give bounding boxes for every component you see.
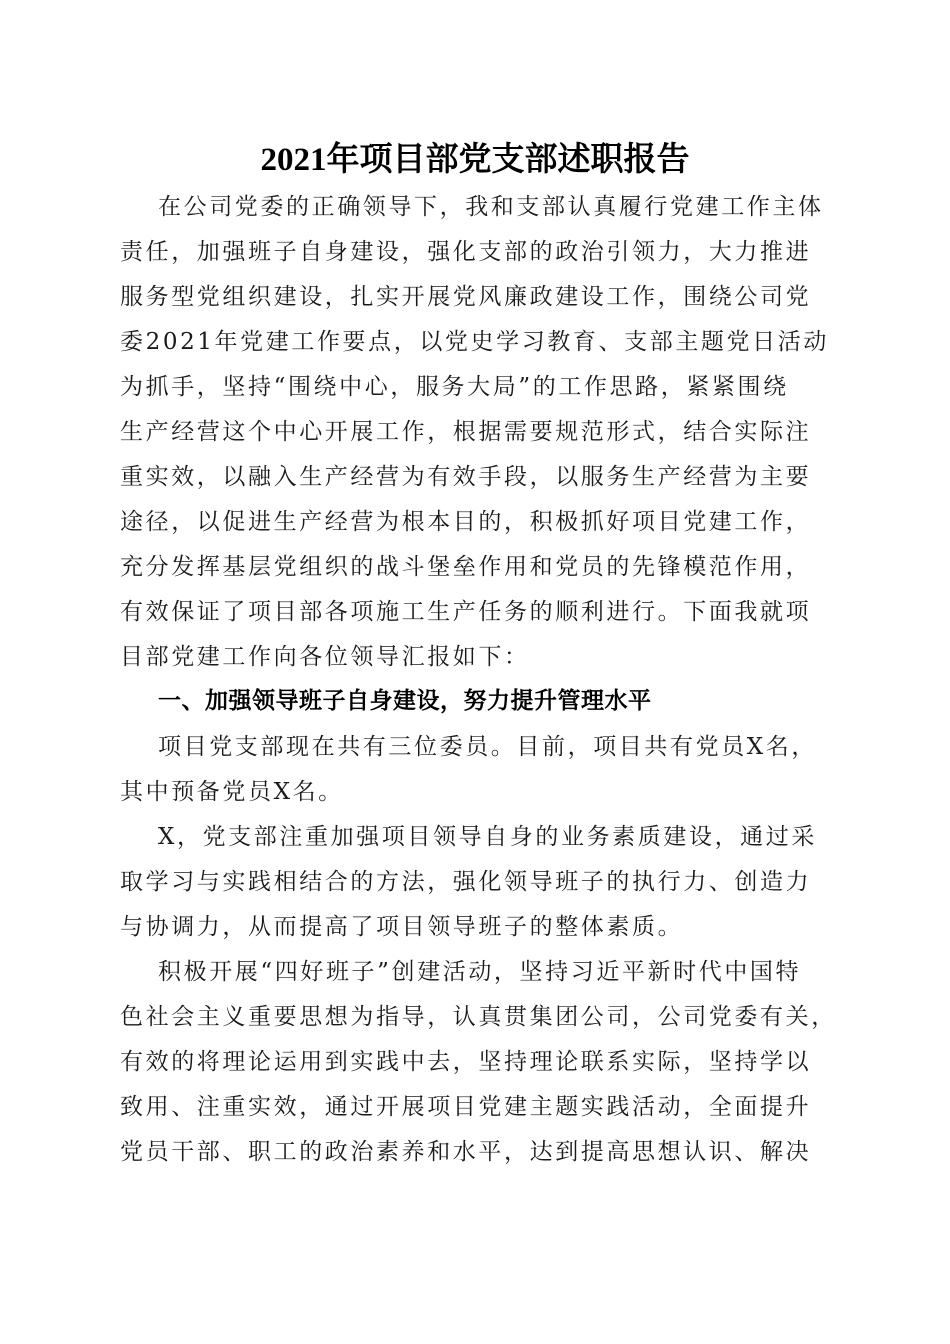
text-line: 在公司党委的正确领导下，我和支部认真履行党建工作主体 <box>158 194 824 220</box>
text-line: 生产经营这个中心开展工作，根据需要规范形式，结合实际注 <box>120 419 812 445</box>
text-line: 目部党建工作向各位领导汇报如下： <box>120 644 530 670</box>
text-line: 责任，加强班子自身建设，强化支部的政治引领力，大力推进 <box>120 239 812 265</box>
text-line: 项目党支部现在共有三位委员。目前，项目共有党员X名， <box>158 734 817 760</box>
text-line: 党员干部、职工的政治素养和水平，达到提高思想认识、解决 <box>120 1139 812 1165</box>
text-line: 有效的将理论运用到实践中去，坚持理论联系实际，坚持学以 <box>120 1049 812 1075</box>
text-line: 服务型党组织建设，扎实开展党风廉政建设工作，围绕公司党 <box>120 284 812 310</box>
text-line: 积极开展“四好班子”创建活动，坚持习近平新时代中国特 <box>158 959 802 985</box>
text-line: 致用、注重实效，通过开展项目党建主题实践活动，全面提升 <box>120 1094 812 1120</box>
text-line: 为抓手，坚持“围绕中心，服务大局”的工作思路，紧紧围绕 <box>120 374 789 400</box>
text-line: 委2021年党建工作要点，以党史学习教育、支部主题党日活动 <box>120 329 829 355</box>
text-line: 色社会主义重要思想为指导，认真贯集团公司，公司党委有关， <box>120 1004 837 1030</box>
text-line: X，党支部注重加强项目领导自身的业务素质建设，通过采 <box>158 824 817 850</box>
text-line: 重实效，以融入生产经营为有效手段，以服务生产经营为主要 <box>120 464 812 490</box>
document-title: 2021年项目部党支部述职报告 <box>260 142 690 178</box>
text-line: 其中预备党员X名。 <box>120 779 344 805</box>
text-line: 充分发挥基层党组织的战斗堡垒作用和党员的先锋模范作用， <box>120 554 812 580</box>
text-line: 取学习与实践相结合的方法，强化领导班子的执行力、创造力 <box>120 869 812 895</box>
section-heading-1: 一、加强领导班子自身建设，努力提升管理水平 <box>158 688 652 714</box>
text-line: 与协调力，从而提高了项目领导班子的整体素质。 <box>120 914 684 940</box>
text-line: 有效保证了项目部各项施工生产任务的顺利进行。下面我就项 <box>120 599 812 625</box>
text-line: 途径，以促进生产经营为根本目的，积极抓好项目党建工作， <box>120 509 812 535</box>
